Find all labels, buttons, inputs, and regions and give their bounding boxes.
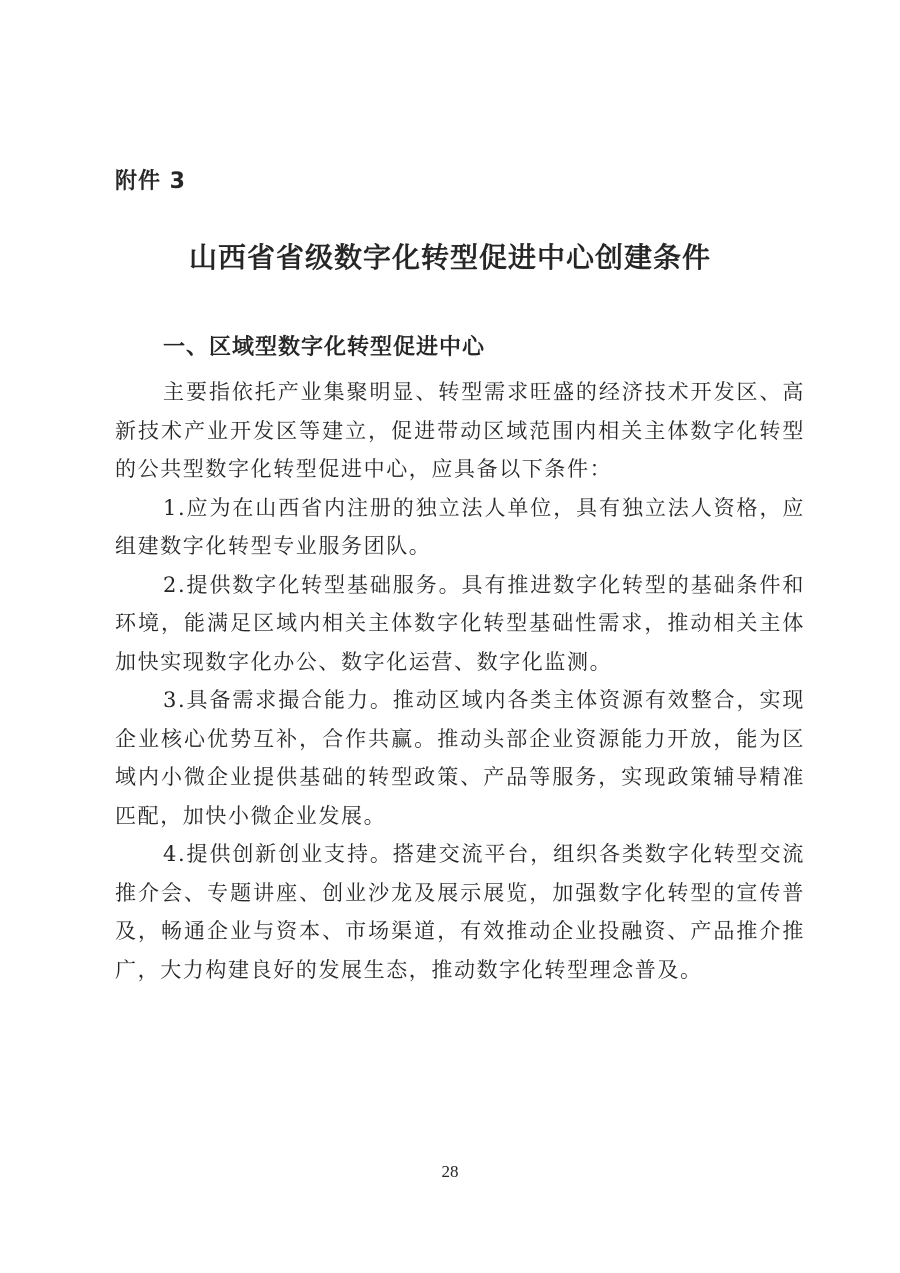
condition-paragraph-3: 3.具备需求撮合能力。推动区域内各类主体资源有效整合，实现企业核心优势互补，合作共赢。推动头部企业资源能力开放，能为区域内小微企业提供基础的转型政策、产品等服务，实现政策辅导精准匹配，加快小微企业发展。 bbox=[115, 688, 805, 828]
condition-paragraph-1: 1.应为在山西省内注册的独立法人单位，具有独立法人资格，应组建数字化转型专业服务团队。 bbox=[115, 495, 805, 558]
page-number: 28 bbox=[441, 1162, 459, 1181]
section-body bbox=[115, 373, 805, 989]
condition-paragraph-4: 4.提供创新创业支持。搭建交流平台，组织各类数字化转型交流推介会、专题讲座、创业沙龙及展示展览，加强数字化转型的宣传普及，畅通企业与资本、市场渠道，有效推动企业投融资、产品推介推广，大力构建良好的发展生态，推动数字化转型理念普及。 bbox=[115, 842, 805, 982]
section-heading: 一、区域型数字化转型促进中心 bbox=[163, 335, 486, 360]
condition-paragraph-2: 2.提供数字化转型基础服务。具有推进数字化转型的基础条件和环境，能满足区域内相关主体数字化转型基础性需求，推动相关主体加快实现数字化办公、数字化运营、数字化监测。 bbox=[115, 572, 805, 674]
attachment-label: 附件 3 bbox=[115, 169, 186, 194]
intro-paragraph: 主要指依托产业集聚明显、转型需求旺盛的经济技术开发区、高新技术产业开发区等建立，促进带动区域范围内相关主体数字化转型的公共型数字化转型促进中心，应具备以下条件： bbox=[115, 380, 805, 481]
document-title: 山西省省级数字化转型促进中心创建条件 bbox=[188, 241, 711, 274]
